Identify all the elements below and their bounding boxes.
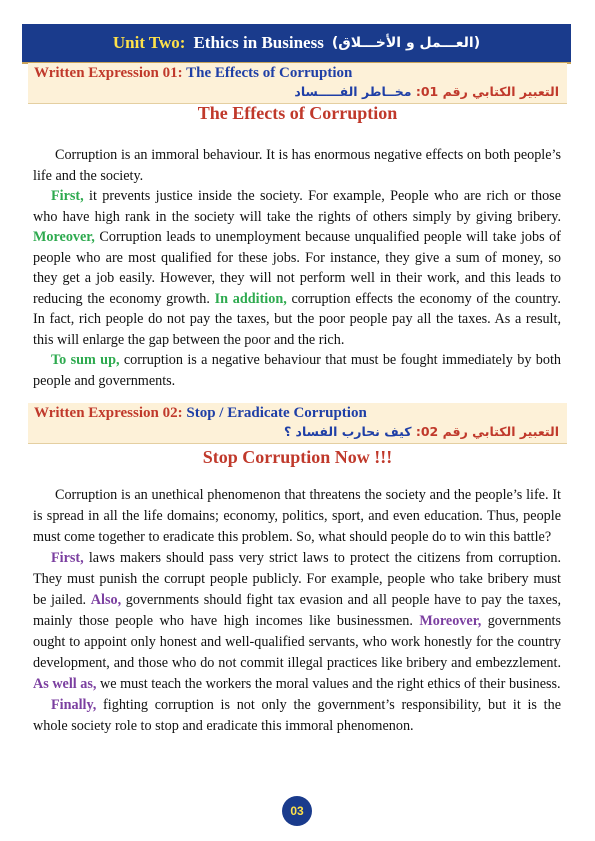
we1-header (28, 63, 567, 104)
we1-label: Written Expression 01: (34, 65, 183, 81)
we1-arabic-title: مخــاطر الفـــــساد (294, 84, 412, 99)
we1-keyword-first: First, (51, 188, 84, 204)
we2-paragraph-2 (33, 548, 561, 695)
we1-title-line (28, 63, 567, 82)
we1-keyword-in-addition: In addition, (214, 290, 287, 307)
we2-body (33, 485, 561, 737)
we2-text: governments ought to appoint only honest and well-qualified servants, who work honestly for the country development, and those who do not commit illegal practices like bribery and embezzlement. (33, 613, 561, 671)
we1-arabic-line (28, 82, 567, 103)
we1-title: The Effects of Corruption (186, 65, 353, 81)
unit-arabic-title: (العـــمل و الأخـــلاق) (331, 35, 481, 51)
we1-text: corruption is a negative behaviour that must be fought immediately by both people and governments. (33, 352, 561, 389)
we2-text: we must teach the workers the moral values and the right ethics of their business. (96, 676, 561, 692)
we2-arabic-label: التعبير الكتابي رقم 02: (415, 424, 559, 439)
we2-keyword-finally: Finally, (51, 697, 97, 713)
we2-arabic-title: كيف نحارب الفساد ؟ (283, 424, 412, 439)
unit-banner (22, 24, 571, 64)
we2-paragraph-3 (33, 695, 561, 737)
page-number-badge: 03 (282, 796, 312, 826)
we1-text: Corruption leads to unemployment because unqualified people will take jobs of people who are most qualified for these jobs. For instance, they give a sum of money, so they get a job easily. However, they will not perform well in their work, and this leads to reducing the economy growth. (33, 229, 561, 307)
we1-body (33, 145, 561, 391)
we2-keyword-also: Also, (90, 592, 122, 608)
we1-paragraph-2 (33, 186, 561, 350)
unit-title: Ethics in Business (193, 33, 324, 52)
we1-text: corruption effects the economy of the country. In fact, rich people do not pay the taxes, but the poor people pay all the taxes. As a result, this will enlarge the gap between the poor and the rich. (33, 290, 561, 348)
we2-text: laws makers should pass very strict laws to protect the citizens from corruption. They must punish the corrupt people publicly. For example, people who take bribery must be jailed. (33, 550, 561, 608)
we2-arabic-line (28, 422, 567, 443)
we2-paragraph-1: Corruption is an unethical phenomenon that threatens the society and the people’s life. It is spread in all the life domains; economy, politics, sport, and even education. Thus, people must come together to eradicate this problem. So, what should people do to win this battle? (33, 487, 561, 545)
we2-text: fighting corruption is not only the government’s responsibility, but it is the whole society role to stop and eradicate this immoral phenomenon. (33, 697, 561, 734)
we2-label: Written Expression 02: (34, 405, 183, 421)
we1-paragraph-3 (33, 350, 561, 391)
we1-keyword-moreover: Moreover, (33, 229, 95, 245)
we1-text: it prevents justice inside the society. For example, People who are rich or those who have high rank in the society will take the rights of others simply by giving bribery. (33, 188, 561, 225)
we2-header (28, 403, 567, 444)
we2-keyword-moreover: Moreover, (419, 613, 482, 629)
unit-prefix: Unit Two: (112, 33, 186, 52)
we2-title: Stop / Eradicate Corruption (186, 405, 367, 421)
we2-headline: Stop Corruption Now !!! (202, 447, 393, 467)
we1-keyword-to-sum-up: To sum up, (51, 352, 120, 368)
we1-headline: The Effects of Corruption (197, 103, 398, 123)
we2-keyword-first: First, (51, 550, 84, 566)
we2-keyword-as-well-as: As well as, (33, 676, 97, 692)
we1-paragraph-1: Corruption is an immoral behaviour. It is has enormous negative effects on both people’s life and the society. (33, 147, 561, 184)
we1-arabic-label: التعبير الكتابي رقم 01: (415, 84, 559, 99)
we2-title-line (28, 403, 567, 422)
we2-text: governments should fight tax evasion and all people have to pay the taxes, mainly those people who have high incomes like businessmen. (33, 592, 562, 629)
